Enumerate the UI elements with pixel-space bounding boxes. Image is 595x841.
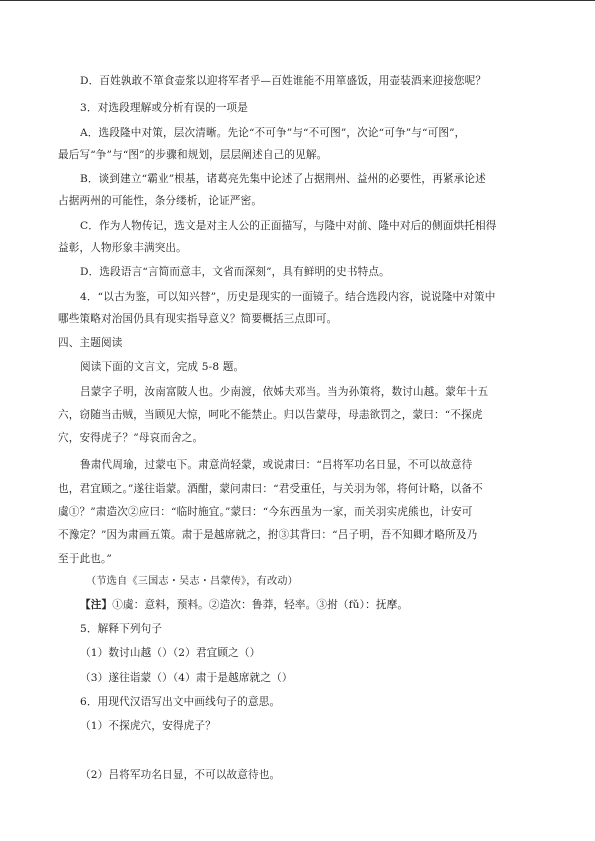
- note-label: 【注】: [80, 599, 113, 611]
- note-text: ①虞：意料，预料。②造次：鲁莽，轻率。③拊（fǔ）：抚摩。: [112, 599, 409, 611]
- question-5-items-3-4: （3）遂往诣蒙（）（4）肃于是越席就之（）: [80, 672, 293, 684]
- option-b-line1: B．谈到建立“霸业”根基，诸葛亮先集中论述了占据荆州、益州的必要性，再紧承论述: [80, 173, 486, 185]
- option-c-line1: C．作为人物传记，选文是对主人公的正面描写，与隆中对前、隆中对后的侧面烘托相得: [80, 220, 497, 232]
- annotation-note: [80, 598, 408, 612]
- section-heading: 四、主题阅读: [58, 337, 123, 349]
- option-c-line2: 益彰，人物形象丰满突出。: [58, 242, 187, 254]
- question-6-item-2: （2）吕将军功名日显，不可以故意待也。: [80, 769, 281, 781]
- passage-p2-line5: 至于此也。”: [58, 553, 112, 565]
- option-a-line2: 最后写“争”与“图”的步骤和规划，层层阐述自己的见解。: [58, 149, 328, 161]
- reading-instruction: 阅读下面的文言文，完成 5-8 题。: [80, 361, 245, 373]
- question-6-item-1: （1）不探虎穴，安得虎子？: [80, 720, 216, 732]
- passage-p2-line2: 也，君宜顾之。”遂往诣蒙。酒酣，蒙问肃曰：“君受重任，与关羽为邻，将何计略，以备不: [58, 483, 483, 495]
- passage-p2-line1: 鲁肃代周瑜，过蒙屯下。肃意尚轻蒙，或说肃曰：“吕将军功名日显，不可以故意待: [80, 459, 473, 471]
- source-citation: （节选自《三国志・吴志・吕蒙传》，有改动）: [86, 576, 298, 587]
- question-4-line1: 4．“以古为鉴，可以知兴替”，历史是现实的一面镜子。结合选段内容，说说隆中对策中: [80, 291, 496, 303]
- question-5-items-1-2: （1）数讨山越（）（2）君宜顾之（）: [80, 647, 261, 659]
- question-6: 6．用现代汉语写出文中画线句子的意思。: [80, 696, 281, 708]
- option-d-q3: D．选段语言“言简而意丰，文省而深刻”，具有鲜明的史书特点。: [80, 266, 390, 278]
- option-d-q2: D．百姓孰敢不箪食壶浆以迎将军者乎—百姓谁能不用箪盛饭，用壶装酒来迎接您呢？: [80, 75, 487, 87]
- passage-p1-line3: 穴，安得虎子？”母哀而舍之。: [58, 432, 204, 444]
- question-5: 5．解释下列句子: [80, 623, 163, 635]
- passage-p2-line3: 虞①？”肃造次②应曰：“临时施宜。”蒙曰：“今东西虽为一家，而关羽实虎熊也，计安可: [58, 506, 473, 518]
- question-4-line2: 哪些策略对治国仍具有现实指导意义？简要概括三点即可。: [58, 313, 338, 325]
- passage-p1-line1: 吕蒙字子明，汝南富陂人也。少南渡，依姊夫邓当。当为孙策将，数讨山越。蒙年十五: [80, 386, 489, 398]
- passage-p1-line2: 六，窃随当击贼，当顾见大惊，呵叱不能禁止。归以告蒙母，母恚欲罚之，蒙曰：“不探虎: [58, 409, 483, 421]
- question-3: 3．对选段理解或分析有误的一项是: [80, 102, 249, 114]
- option-b-line2: 占据两州的可能性，条分缕析，论证严密。: [58, 195, 263, 207]
- passage-p2-line4: 不豫定？”因为肃画五策。肃于是越席就之，拊③其背曰：“吕子明，吾不知卿才略所及乃: [58, 529, 478, 541]
- option-a-line1: A．选段隆中对策，层次清晰。先论“不可争”与“不可图”，次论“可争”与“可图”，: [80, 127, 466, 139]
